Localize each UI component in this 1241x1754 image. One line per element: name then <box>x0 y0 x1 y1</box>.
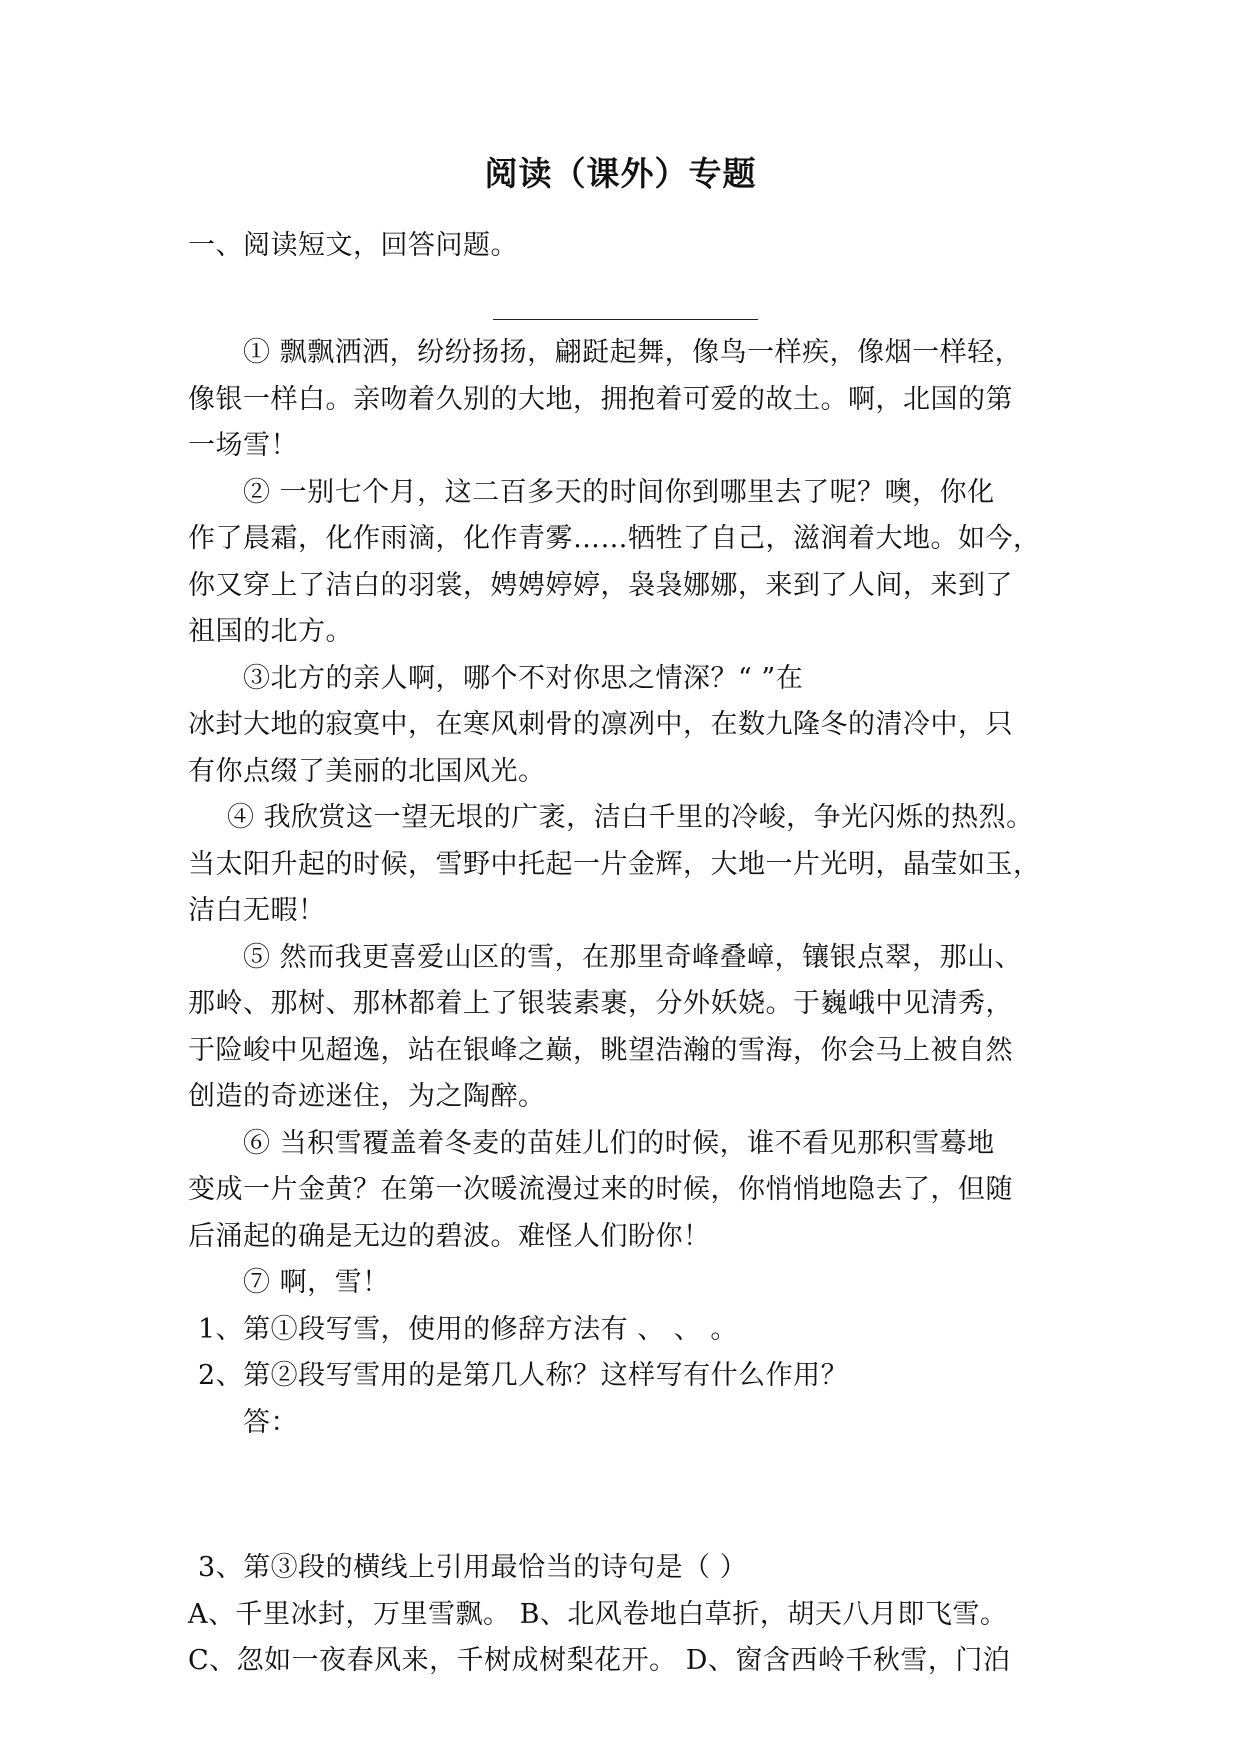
question-2: 2、第②段写雪用的是第几人称？这样写有什么作用？ <box>198 1360 849 1391</box>
passage-line: ⑦ 啊，雪！ <box>243 1267 390 1298</box>
passage-line: 你又穿上了洁白的羽裳，娉娉婷婷，袅袅娜娜，来到了人间，来到了 <box>188 570 1013 601</box>
passage-line: 当太阳升起的时候，雪野中托起一片金辉，大地一片光明，晶莹如玉， <box>188 849 1041 880</box>
passage-line: 祖国的北方。 <box>188 616 353 647</box>
passage-line: 创造的奇迹迷住，为之陶醉。 <box>188 1081 546 1112</box>
passage-title-blank-line <box>493 319 758 320</box>
passage-line: ① 飘飘洒洒，纷纷扬扬，翩跹起舞，像鸟一样疾，像烟一样轻， <box>243 337 1023 368</box>
passage-line: ⑥ 当积雪覆盖着冬麦的苗娃儿们的时候，谁不看见那积雪蓦地 <box>243 1128 995 1159</box>
question-3-options-ab: A、千里冰封，万里雪飘。 B、北风卷地白草折，胡天八月即飞雪。 <box>188 1599 1008 1630</box>
passage-line: 冰封大地的寂寞中，在寒风刺骨的凛冽中，在数九隆冬的清冷中，只 <box>188 709 1013 740</box>
passage-line: 一场雪！ <box>188 430 298 461</box>
passage-line: ③北方的亲人啊，哪个不对你思之情深？“ ”在 <box>243 663 804 694</box>
answer-label: 答： <box>243 1407 298 1438</box>
passage-line: ② 一别七个月，这二百多天的时间你到哪里去了呢？噢，你化 <box>243 477 995 508</box>
passage-line: 后涌起的确是无边的碧波。难怪人们盼你！ <box>188 1221 711 1252</box>
question-3: 3、第③段的横线上引用最恰当的诗句是（ ） <box>198 1552 748 1583</box>
passage-line: 像银一样白。亲吻着久别的大地，拥抱着可爱的故土。啊，北国的第 <box>188 384 1013 415</box>
passage-line: ④ 我欣赏这一望无垠的广袤，洁白千里的冷峻，争光闪烁的热烈。 <box>227 802 1034 833</box>
passage-line: 那岭、那树、那林都着上了银装素裹，分外妖娆。于巍峨中见清秀， <box>188 988 1013 1019</box>
passage-line: 作了晨霜，化作雨滴，化作青雾……牺牲了自己，滋润着大地。如今， <box>188 523 1041 554</box>
passage-line: 于险峻中见超逸，站在银峰之巅，眺望浩瀚的雪海，你会马上被自然 <box>188 1035 1013 1066</box>
passage-line: 洁白无暇！ <box>188 895 326 926</box>
question-1: 1、第①段写雪，使用的修辞方法有 、 、 。 <box>198 1314 738 1345</box>
passage-line: 变成一片金黄？在第一次暖流漫过来的时候，你悄悄地隐去了，但随 <box>188 1174 1013 1205</box>
question-3-options-cd: C、忽如一夜春风来，千树成树梨花开。 D、窗含西岭千秋雪，门泊 <box>188 1645 1011 1676</box>
passage-line: ⑤ 然而我更喜爱山区的雪，在那里奇峰叠嶂，镶银点翠，那山、 <box>243 942 1023 973</box>
passage-line: 有你点缀了美丽的北国风光。 <box>188 756 546 787</box>
section-heading: 一、阅读短文，回答问题。 <box>188 230 518 261</box>
page-title: 阅读（课外）专题 <box>484 154 757 193</box>
